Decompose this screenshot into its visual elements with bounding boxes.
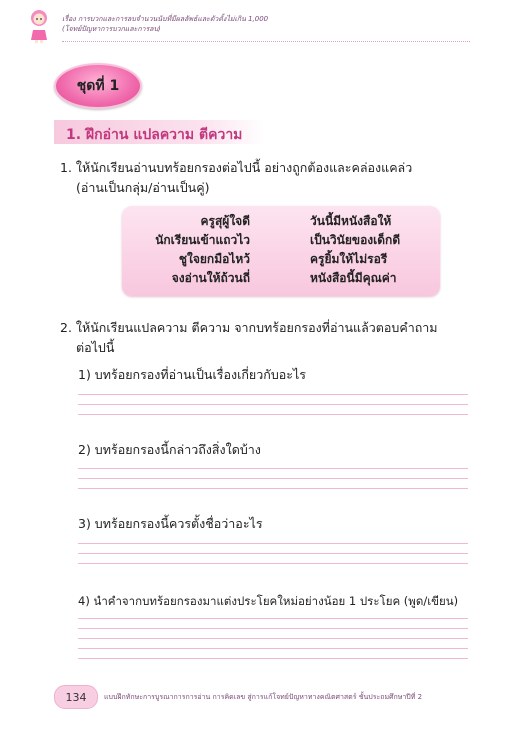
section-title: 1. ฝึกอ่าน แปลความ ตีความ (66, 127, 243, 143)
header-subtopic: (โจทย์ปัญหาการบวกและการลบ) (62, 25, 161, 33)
page-number-badge (54, 685, 98, 709)
poem-line: ครูยิ้มให้ไม่รอรี (310, 252, 388, 266)
page-number: 134 (65, 690, 87, 704)
instruction-1-note: (อ่านเป็นกลุ่ม/อ่านเป็นคู่) (76, 180, 210, 195)
answer-line[interactable] (78, 404, 468, 405)
answer-line[interactable] (78, 553, 468, 554)
answer-line[interactable] (78, 658, 468, 659)
answer-line[interactable] (78, 468, 468, 469)
section-header (54, 120, 264, 144)
answer-line[interactable] (78, 638, 468, 639)
question-2: 2) บทร้อยกรองนี้กล่าวถึงสิ่งใดบ้าง (78, 442, 261, 457)
question-3: 3) บทร้อยกรองนี้ควรตั้งชื่อว่าอะไร (78, 516, 263, 531)
poem-line: เป็นวินัยของเด็กดี (310, 233, 401, 247)
footer-text: แบบฝึกทักษะการบูรณาการการอ่าน การคิดเลข สู่การแก้โจทย์ปัญหาทางคณิตศาสตร์ ชั้นประถมศึกษาปีที่ 2 (104, 693, 423, 701)
poem-line: จงอ่านให้ถ้วนถี่ (171, 271, 250, 285)
question-4: 4) นำคำจากบทร้อยกรองมาแต่งประโยคใหม่อย่างน้อย 1 ประโยค (พูด/เขียน) (78, 594, 459, 608)
question-1: 1) บทร้อยกรองที่อ่านเป็นเรื่องเกี่ยวกับอะไร (78, 367, 306, 382)
instruction-2-text-cont: ต่อไปนี้ (76, 340, 115, 355)
answer-line[interactable] (78, 628, 468, 629)
poem-line: วันนี้มีหนังสือให้ (310, 214, 392, 228)
poem-line: ชูใจยกมือไหว้ (178, 252, 250, 266)
instruction-2 (60, 318, 470, 358)
answer-line[interactable] (78, 648, 468, 649)
instruction-2-text: 2. ให้นักเรียนแปลความ ตีความ จากบทร้อยกรองที่อ่านแล้วตอบคำถาม (60, 320, 438, 335)
header-topic: เรื่อง การบวกและการลบจำนวนนับที่มีผลลัพธ์และตัวตั้งไม่เกิน 1,000 (62, 15, 269, 23)
poem-line: นักเรียนเข้าแถวไว (155, 233, 250, 247)
answer-line[interactable] (78, 394, 468, 395)
instruction-1-text: 1. ให้นักเรียนอ่านบทร้อยกรองต่อไปนี้ อย่างถูกต้องและคล่องแคล่ว (60, 160, 413, 175)
answer-line[interactable] (78, 478, 468, 479)
poem-box (122, 206, 440, 296)
answer-line[interactable] (78, 618, 468, 619)
poem-right-column (310, 212, 400, 288)
poem-line: หนังสือนี้มีคุณค่า (310, 271, 397, 285)
girl-mascot-icon (28, 8, 50, 44)
answer-line[interactable] (78, 543, 468, 544)
set-badge (54, 63, 142, 109)
answer-line[interactable] (78, 488, 468, 489)
poem-left-column (155, 212, 250, 288)
answer-line[interactable] (78, 414, 468, 415)
header-divider (62, 41, 470, 42)
answer-line[interactable] (78, 563, 468, 564)
poem-line: ครูสุผู้ใจดี (200, 214, 250, 228)
instruction-1 (60, 158, 470, 198)
set-label: ชุดที่ 1 (76, 78, 120, 94)
page-header (62, 14, 268, 34)
